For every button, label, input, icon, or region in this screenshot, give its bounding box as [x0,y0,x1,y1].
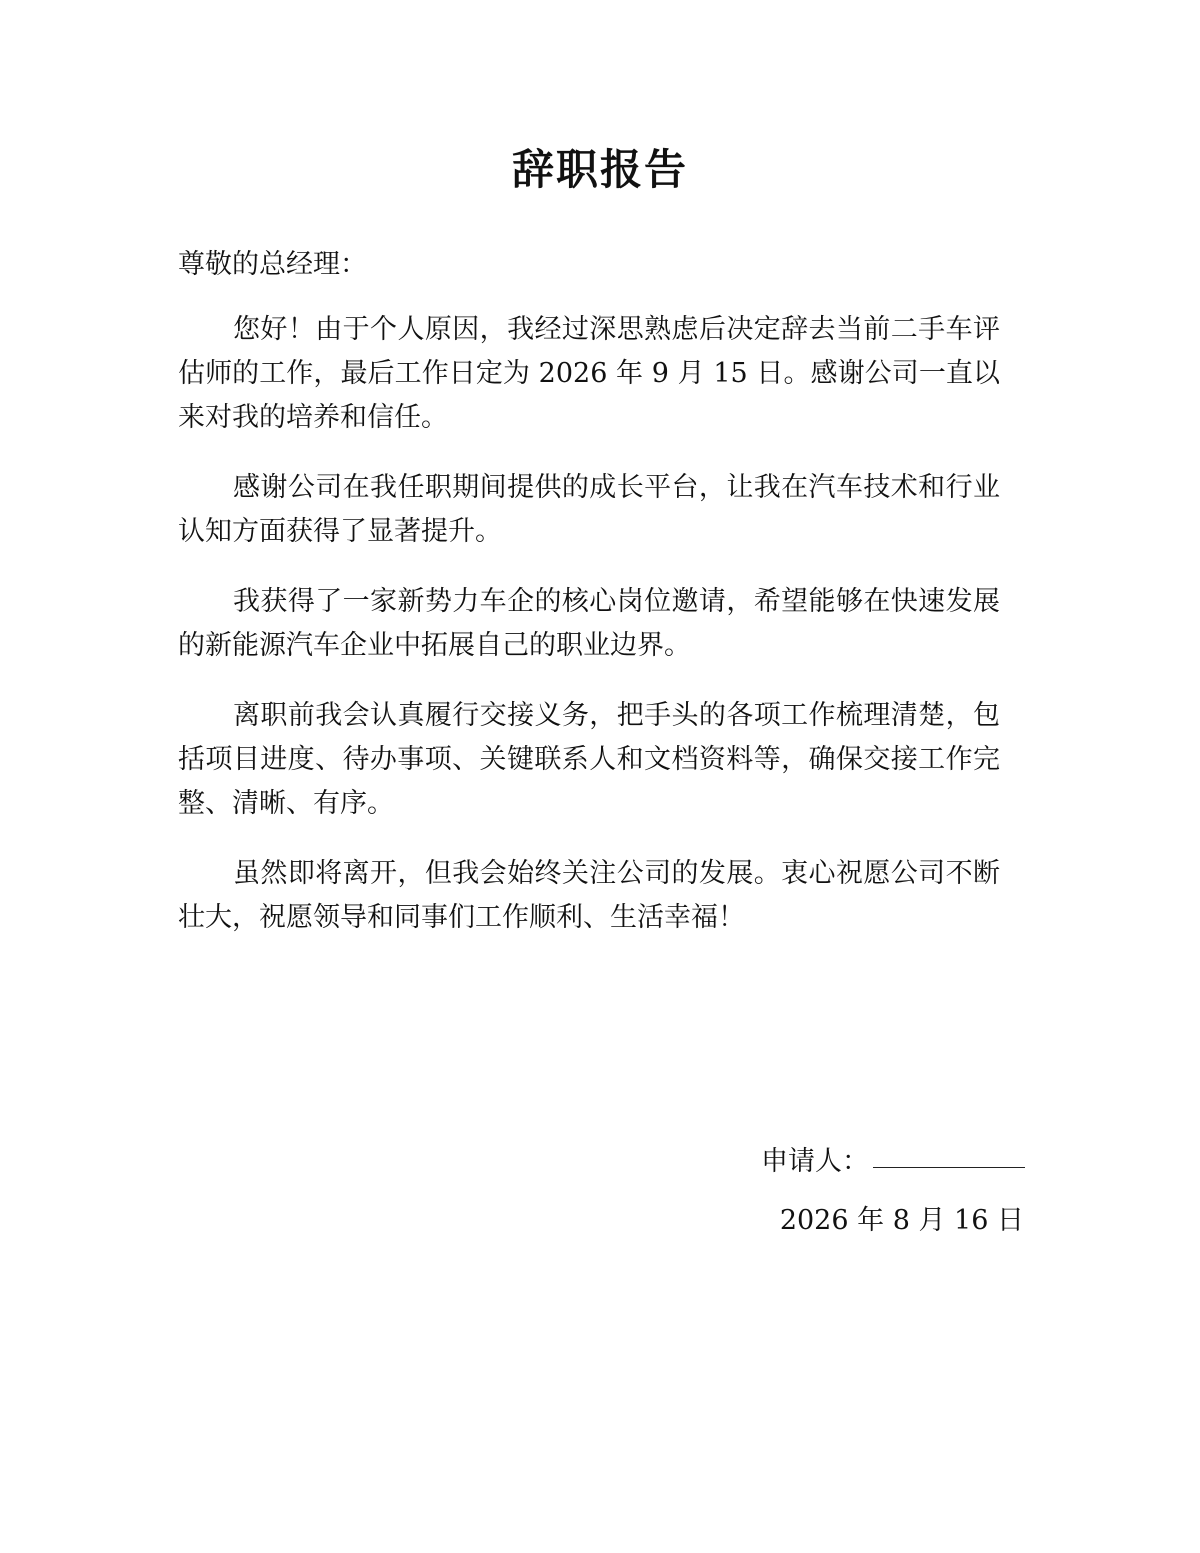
signature-blank [873,1166,1025,1168]
letter-date: 2026 年 8 月 16 日 [779,1205,1024,1236]
paragraph-new-offer: 我获得了一家新势力车企的核心岗位邀请，希望能够在快速发展的新能源汽车企业中拓展自己的职业边界。 [178,586,1000,661]
letter-body [178,308,1000,966]
applicant-signature-line [761,1140,1025,1184]
document-title: 辞职报告 [511,145,688,194]
paragraph-gratitude: 感谢公司在我任职期间提供的成长平台，让我在汽车技术和行业认知方面获得了显著提升。 [178,472,1000,547]
paragraph-handover: 离职前我会认真履行交接义务，把手头的各项工作梳理清楚，包括项目进度、待办事项、关键联系人和文档资料等，确保交接工作完整、清晰、有序。 [178,700,1000,819]
applicant-label: 申请人： [761,1146,869,1177]
salutation: 尊敬的总经理： [178,249,367,280]
paragraph-reason: 您好！由于个人原因，我经过深思熟虑后决定辞去当前二手车评估师的工作，最后工作日定为 2026 年 9 月 15 日。感谢公司一直以来对我的培养和信任。 [178,314,1000,433]
paragraph-closing: 虽然即将离开，但我会始终关注公司的发展。衷心祝愿公司不断壮大，祝愿领导和同事们工作顺利、生活幸福！ [178,858,1000,933]
